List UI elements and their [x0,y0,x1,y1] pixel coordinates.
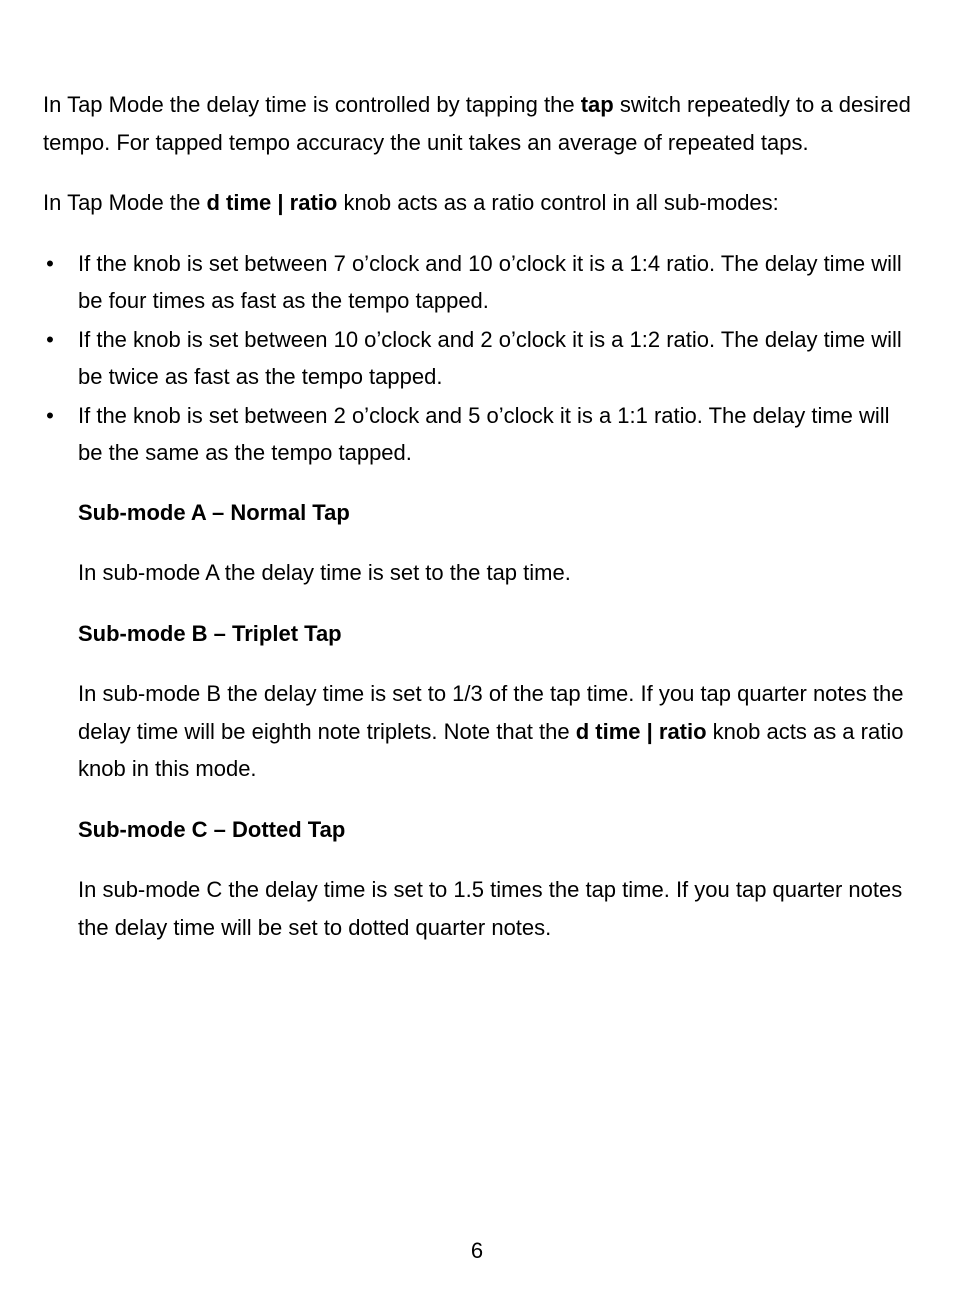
bullet-icon: • [46,250,54,276]
page-number: 6 [470,1238,484,1263]
submode-a-body: In sub-mode A the delay time is set to the tap time. [78,560,571,585]
intro-paragraph-ratio: In Tap Mode the d time | ratio knob acts as a ratio control in all sub-modes: [43,190,779,215]
bullet-icon: • [46,326,54,352]
d-time-ratio-term: d time | ratio [575,718,707,744]
submode-c-body: In sub-mode C the delay time is set to 1.5 times the tap time. If you tap quarter notes the delay time will be set to dotted quarter notes. [78,877,903,940]
list-item: • If the knob is set between 2 o’clock and 5 o’clock it is a 1:1 ratio. The delay time will be the same as the tempo tapped. [43,397,915,472]
list-item: • If the knob is set between 7 o’clock and 10 o’clock it is a 1:4 ratio. The delay time will be four times as fast as the tempo tapped. [43,245,915,320]
list-item: • If the knob is set between 10 o’clock and 2 o’clock it is a 1:2 ratio. The delay time will be twice as fast as the tempo tapped. [43,321,915,396]
submode-b-body: In sub-mode B the delay time is set to 1/3 of the tap time. If you tap quarter notes the delay time will be eighth note triplets. Note that the d time | ratio knob acts as a ratio knob in this mode. [78,681,904,781]
d-time-ratio-term: d time | ratio [206,190,338,215]
document-page [43,86,915,969]
submode-b-heading: Sub-mode B – Triplet Tap [78,620,342,646]
submode-c-heading: Sub-mode C – Dotted Tap [78,816,346,842]
submodes-section [78,494,915,947]
submode-a-heading: Sub-mode A – Normal Tap [78,499,350,525]
bullet-icon: • [46,402,54,428]
ratio-bullet-list [43,245,915,472]
intro-paragraph-tap-mode: In Tap Mode the delay time is controlled by tapping the tap switch repeatedly to a desired tempo. For tapped tempo accuracy the unit takes an average of repeated taps. [43,92,911,155]
tap-switch-term: tap [580,92,614,117]
